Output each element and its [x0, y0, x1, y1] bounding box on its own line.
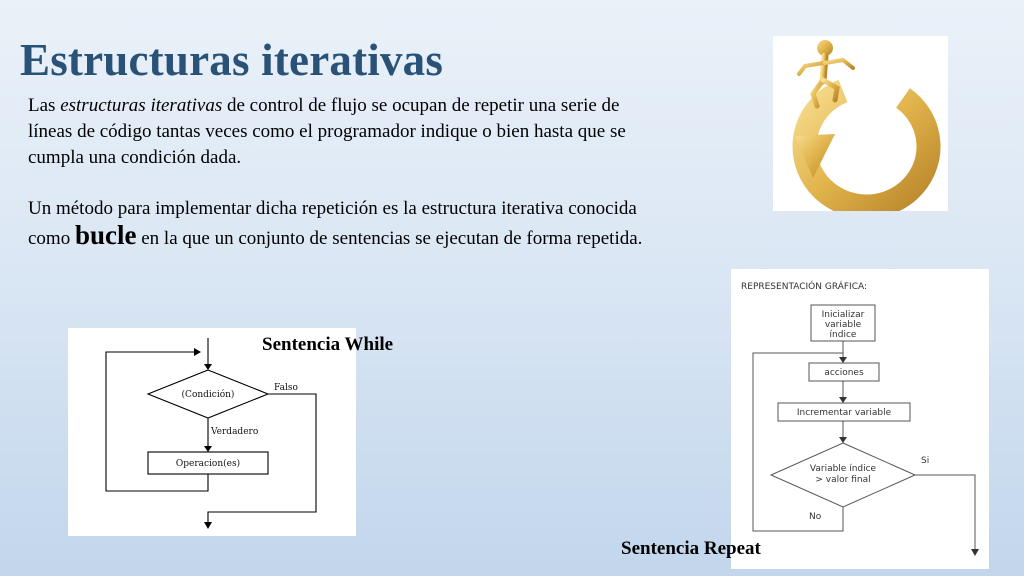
- repeat-header: REPRESENTACIÓN GRÁFICA:: [741, 282, 868, 292]
- while-caption: Sentencia While: [262, 334, 394, 355]
- repeat-flowchart: [731, 269, 989, 569]
- while-condition-label: (Condición): [181, 390, 235, 400]
- paragraph-loop: Un método para implementar dicha repetición es la estructura iterativa conocida como bucle en la que un conjunto de sentencias se ejecutan de forma repetida.: [28, 198, 643, 250]
- figure-on-circular-arrow-icon: [773, 36, 948, 211]
- while-true-label: Verdadero: [211, 427, 259, 437]
- repeat-actions-label: acciones: [824, 368, 864, 378]
- repeat-caption: Sentencia Repeat: [621, 538, 761, 559]
- repeat-condition-line2: > valor final: [815, 475, 871, 485]
- slide-title: Estructuras iterativas: [20, 35, 444, 85]
- repeat-condition-line1: Variable índice: [809, 464, 877, 474]
- repeat-no-label: No: [809, 512, 822, 522]
- repeat-init-line1: Inicializar: [821, 310, 865, 320]
- paragraph-intro: Las estructuras iterativas de control de flujo se ocupan de repetir una serie de líneas de código tantas veces como el programador indique o bien hasta que se cumpla una condición dada.: [28, 95, 626, 168]
- while-operation-label: Operacion(es): [175, 459, 241, 469]
- repeat-increment-label: Incrementar variable: [796, 408, 892, 418]
- while-flowchart: [68, 328, 356, 536]
- repeat-init-line2: variable: [824, 320, 862, 330]
- loop-arrow-image: [773, 36, 948, 211]
- while-false-label: Falso: [274, 383, 298, 393]
- repeat-yes-label: Si: [921, 456, 930, 466]
- repeat-init-line3: índice: [829, 330, 857, 340]
